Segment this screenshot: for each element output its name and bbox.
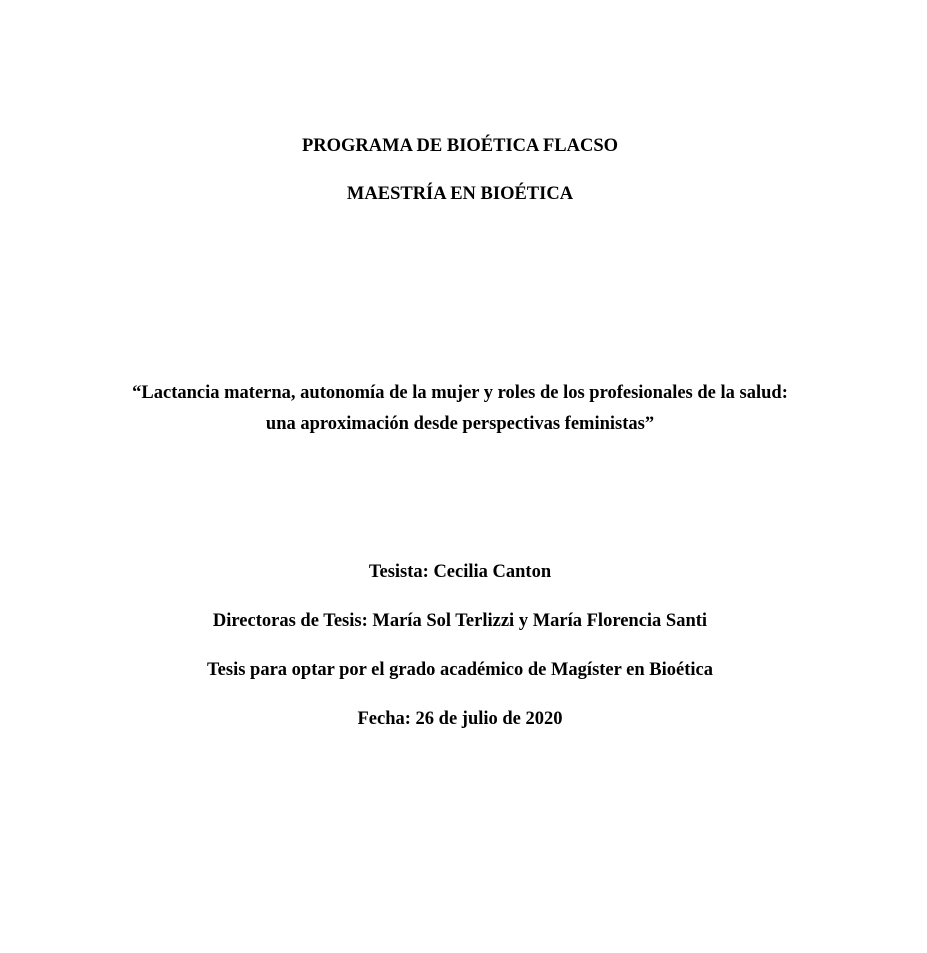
thesist-line: Tesista: Cecilia Canton [368, 562, 552, 582]
thesis-title-line-1: “Lactancia materna, autonomía de la mujer y roles de los profesionales de la salud: [132, 383, 788, 403]
directors-line: Directoras de Tesis: María Sol Terlizzi y María Florencia Santi [212, 611, 708, 631]
date-line: Fecha: 26 de julio de 2020 [357, 709, 563, 729]
master-heading: MAESTRÍA EN BIOÉTICA [346, 184, 574, 204]
thesis-title-line-2: una aproximación desde perspectivas feministas” [265, 414, 655, 434]
degree-line: Tesis para optar por el grado académico de Magíster en Bioética [207, 660, 713, 680]
program-heading: PROGRAMA DE BIOÉTICA FLACSO [301, 136, 619, 156]
